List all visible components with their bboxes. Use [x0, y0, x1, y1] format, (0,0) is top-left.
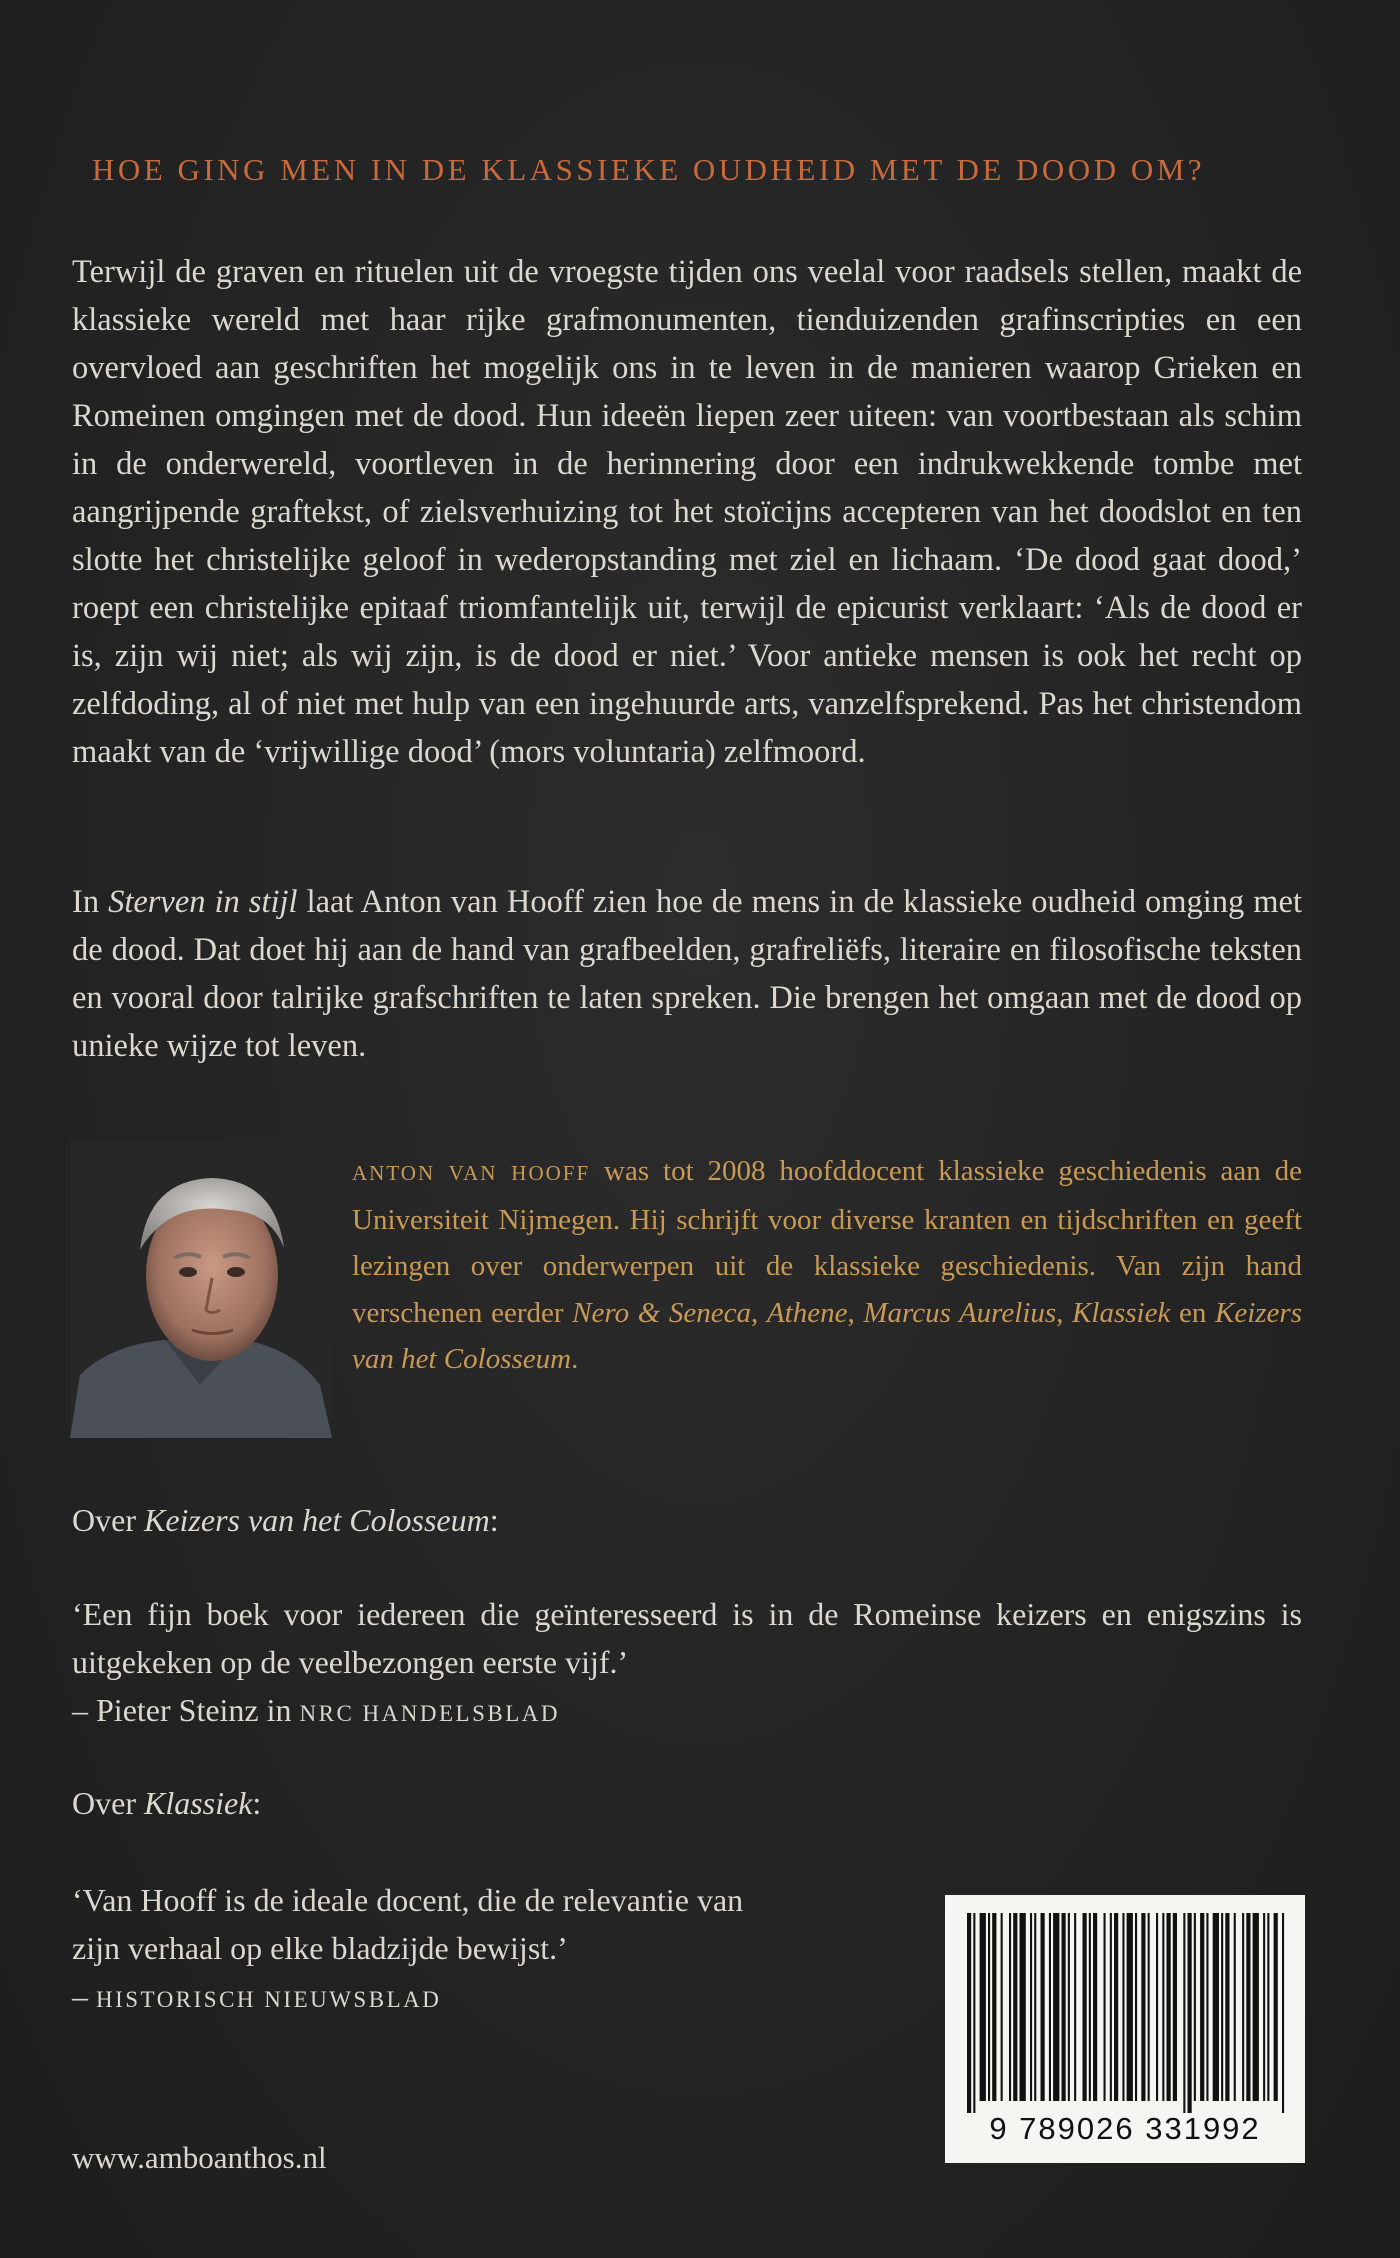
review-1-intro-title: Keizers van het Colosseum	[143, 1502, 490, 1538]
bio-text: was tot 2008 hoofddocent klassieke geschiedenis aan de Universiteit Nijmegen. Hij schrijft voor diverse kranten en tijdschriften en geeft lezingen over onderwerpen uit de klassieke geschiedenis. Van zijn hand verschenen eerder	[352, 1155, 1302, 1329]
barcode-bar	[1225, 1913, 1229, 2101]
barcode-bar	[988, 1913, 990, 2101]
barcode-bar	[1093, 1913, 1097, 2101]
review-2-quote-line-1: ‘Van Hooff is de ideale docent, die de relevantie van	[72, 1882, 744, 1918]
review-1-attribution	[72, 1686, 560, 1738]
barcode-bar	[1246, 1913, 1250, 2101]
bio-book-2: Athene	[766, 1296, 848, 1329]
review-2-intro-post: :	[252, 1785, 262, 1821]
cover-heading: HOE GING MEN IN DE KLASSIEKE OUDHEID MET DE DOOD OM?	[92, 152, 1206, 187]
barcode-bar	[1074, 1913, 1076, 2101]
barcode-bar	[1263, 1913, 1265, 2101]
barcode-bar	[1083, 1913, 1087, 2101]
barcode-bar	[1089, 1913, 1091, 2101]
isbn-barcode	[945, 1895, 1305, 2163]
bio-sep-2: ,	[847, 1296, 864, 1329]
barcode-bar	[1135, 1913, 1137, 2101]
barcode-bar	[1141, 1913, 1145, 2101]
barcode-bar	[1213, 1913, 1219, 2101]
review-2-quote-line-2: zijn verhaal op elke bladzijde bewijst.’	[72, 1930, 568, 1966]
barcode-bar	[992, 1913, 996, 2101]
barcode-bar	[1206, 1913, 1208, 2101]
barcode-bar	[1162, 1913, 1164, 2101]
review-1-attribution-pre: – Pieter Steinz in	[72, 1692, 300, 1728]
p2-pre: In	[72, 884, 109, 920]
barcode-bar	[1221, 1913, 1223, 2101]
barcode-bar	[1110, 1913, 1112, 2101]
publisher-website: www.amboanthos.nl	[72, 2140, 327, 2175]
bio-book-3: Marcus Aurelius	[863, 1296, 1057, 1329]
barcode-bar	[1267, 1913, 1269, 2101]
barcode-bar	[1253, 1913, 1259, 2101]
p2-post: laat Anton van Hooff zien hoe de mens in de klassieke oudheid omging met de dood. Dat doet hij aan de hand van grafbeelden, grafreliëfs, literaire en filosofische teksten en vooral door talrijke grafschriften te laten spreken. Die brengen het omgaan met de dood op unieke wijze tot leven.	[72, 884, 1303, 1064]
bio-sep-1: ,	[751, 1296, 767, 1329]
barcode-bar	[1068, 1913, 1070, 2101]
review-2-attribution	[72, 1972, 441, 2024]
review-1-intro-pre: Over	[72, 1502, 144, 1538]
barcode-bar	[1020, 1913, 1026, 2101]
barcode-bar	[1053, 1913, 1059, 2101]
barcode-bar	[1156, 1913, 1158, 2101]
review-1-source: NRC HANDELSBLAD	[299, 1701, 560, 1726]
review-1-quote: ‘Een fijn boek voor iedereen die geïnteresseerd is in de Romeinse keizers en enigszins is uitgekeken op de veelbezongen eerste vijf.’	[72, 1596, 1302, 1680]
barcode-bar	[1148, 1913, 1150, 2101]
author-name: ANTON VAN HOOFF	[352, 1161, 591, 1185]
review-2-source: HISTORISCH NIEUWSBLAD	[96, 1987, 442, 2012]
barcode-bar	[1009, 1913, 1011, 2101]
review-2-intro-pre: Over	[72, 1785, 144, 1821]
barcode-bar	[973, 1913, 975, 2113]
barcode-bar	[1062, 1913, 1066, 2101]
barcode-bar	[1127, 1913, 1133, 2101]
barcode-bar	[1200, 1913, 1204, 2101]
barcode-bar	[1167, 1913, 1171, 2101]
review-1-intro-post: :	[489, 1502, 499, 1538]
barcode-bar	[1030, 1913, 1032, 2101]
author-photo	[70, 1140, 332, 1438]
review-2-attribution-pre: –	[72, 1978, 96, 2014]
bio-sep-4: en	[1170, 1296, 1215, 1329]
barcode-bar	[1034, 1913, 1036, 2101]
review-2-intro-title: Klassiek	[143, 1785, 253, 1821]
barcode-bar	[980, 1913, 986, 2101]
barcode-bar	[1274, 1913, 1278, 2101]
barcode-bar	[1234, 1913, 1236, 2101]
author-portrait-illustration	[70, 1140, 332, 1438]
description-paragraph-1: Terwijl de graven en rituelen uit de vroegste tijden ons veelal voor raadsels stellen, maakt de klassieke wereld met haar rijke grafmonumenten, tienduizenden grafinscripties en een overvloed aan geschriften het mogelijk ons in te leven in de manieren waarop Grieken en Romeinen omgingen met de dood. Hun ideeën liepen zeer uiteen: van voortbestaan als schim in de onderwereld, voortleven in de herinnering door een indrukwekkende tombe met aangrijpende graftekst, of zielsverhuizing tot het stoïcijns accepteren van het doodslot en ten slotte het christelijke geloof in wederopstanding met ziel en lichaam. ‘De dood gaat dood,’ roept een christelijke epitaaf triomfantelijk uit, terwijl de epicurist verklaart: ‘Als de dood er is, zijn wij niet; als wij zijn, is de dood er niet.’ Voor antieke mensen is ook het recht op zelfdoding, al of niet met hulp van een ingehuurde arts, vanzelfsprekend. Pas het christendom maakt van de ‘vrijwillige dood’ (mors voluntaria) zelfmoord.	[72, 254, 1302, 770]
barcode-bar	[1183, 1913, 1185, 2113]
barcode-bar	[1194, 1913, 1196, 2101]
bio-sep-3: ,	[1056, 1296, 1073, 1329]
bio-book-4: Klassiek	[1072, 1296, 1171, 1329]
author-bio	[352, 1148, 1302, 1383]
barcode-bar	[1049, 1913, 1051, 2101]
book-title: Sterven in stijl	[108, 884, 298, 920]
barcode-bar	[967, 1913, 971, 2113]
review-2-intro	[72, 1785, 261, 1822]
bio-end: .	[571, 1343, 579, 1375]
barcode-bar	[1114, 1913, 1118, 2101]
barcode-bar	[1173, 1913, 1177, 2101]
isbn-digits: 9 789026 331992	[989, 2111, 1261, 2146]
bio-book-1: Nero & Seneca	[572, 1296, 752, 1329]
barcode-bar	[1242, 1913, 1244, 2101]
barcode-bar	[1041, 1913, 1045, 2101]
barcode-bar	[1104, 1913, 1106, 2101]
description-paragraph-2	[72, 878, 1302, 1070]
barcode-bars	[963, 1913, 1287, 2113]
review-1-intro	[72, 1502, 499, 1539]
barcode-bar	[1282, 1913, 1284, 2113]
barcode-bar	[1122, 1913, 1124, 2101]
bio-book-5: Keizers van het Colosseum	[352, 1296, 1302, 1375]
barcode-bar	[1001, 1913, 1003, 2101]
barcode-bar	[1188, 1913, 1192, 2113]
barcode-bar	[1013, 1913, 1017, 2101]
